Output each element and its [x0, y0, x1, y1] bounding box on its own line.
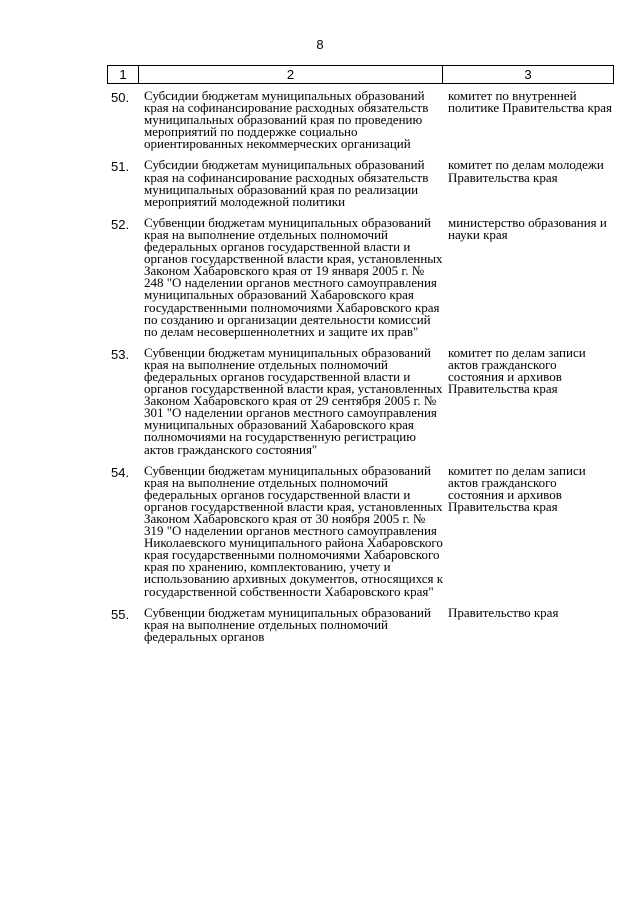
page-number: 8: [316, 37, 324, 52]
row-responsible: комитет по делам записи актов гражданского состояния и архивов Правительства края: [448, 462, 586, 514]
row-description: Субвенции бюджетам муниципальных образований края на выполнение отдельных полномочий федеральных органов: [144, 604, 431, 644]
row-description: Субвенции бюджетам муниципальных образований края на выполнение отдельных полномочий федеральных органов государственной власти и органов государственной власти края, установленных Законом Хабаровского края от 19 января 2005 г. № 248 "О наделении органов местного самоуправления муниципальных образований Хабаровского края государственными полномочиями Хабаровского края по созданию и организации деятельности комиссий по делам несовершеннолетних и защите их прав": [144, 214, 443, 339]
table-row: [107, 159, 614, 207]
table-row: [107, 462, 614, 599]
header-col-2: 2: [139, 66, 443, 83]
row-description: Субсидии бюджетам муниципальных образований края на софинансирование расходных обязательств муниципальных образований края по проведению мероприятий по поддержке социально ориентированных некоммерческих организаций: [144, 88, 429, 152]
row-responsible: Правительство края: [448, 604, 559, 620]
row-description: Субсидии бюджетам муниципальных образований края на софинансирование расходных обязательств муниципальных образований края по реализации мероприятий молодежной политики: [144, 157, 429, 209]
row-number: 55.: [111, 606, 130, 622]
row-responsible: комитет по делам записи актов гражданского состояния и архивов Правительства края: [448, 344, 586, 397]
header-col-3: 3: [524, 67, 532, 82]
table-body: [107, 90, 614, 652]
row-responsible: комитет по внутренней политике Правительства края: [448, 88, 613, 116]
table-row: [107, 604, 614, 644]
row-number: 52.: [111, 216, 130, 232]
row-description: Субвенции бюджетам муниципальных образований края на выполнение отдельных полномочий федеральных органов государственной власти и органов государственной власти края, установленных Законом Хабаровского края от 30 ноября 2005 г. № 319 "О наделении органов местного самоуправления Николаевского муниципального района Хабаровского края государственными полномочиями Хабаровского края по хранению, комплектованию, учету и использованию архивных документов, относящихся к государственной собственности Хабаровского края": [144, 462, 444, 599]
row-responsible: министерство образования и науки края: [448, 214, 607, 242]
header-col-1: 1: [108, 66, 139, 83]
row-number: 54.: [111, 464, 130, 480]
table-row: [107, 90, 614, 150]
row-number: 53.: [111, 346, 130, 362]
table-header: [107, 65, 614, 84]
table-row: [107, 214, 614, 339]
row-number: 50.: [111, 90, 130, 105]
row-number: 51.: [111, 159, 130, 175]
row-responsible: комитет по делам молодежи Правительства края: [448, 157, 604, 185]
table-row: [107, 344, 614, 457]
row-description: Субвенции бюджетам муниципальных образований края на выполнение отдельных полномочий федеральных органов государственной власти и органов государственной власти края, установленных Законом Хабаровского края от 29 сентября 2005 г. № 301 "О наделении органов местного самоуправления муниципальных образований Хабаровского края полномочиями на государственную регистрацию актов гражданского состояния": [144, 344, 443, 457]
